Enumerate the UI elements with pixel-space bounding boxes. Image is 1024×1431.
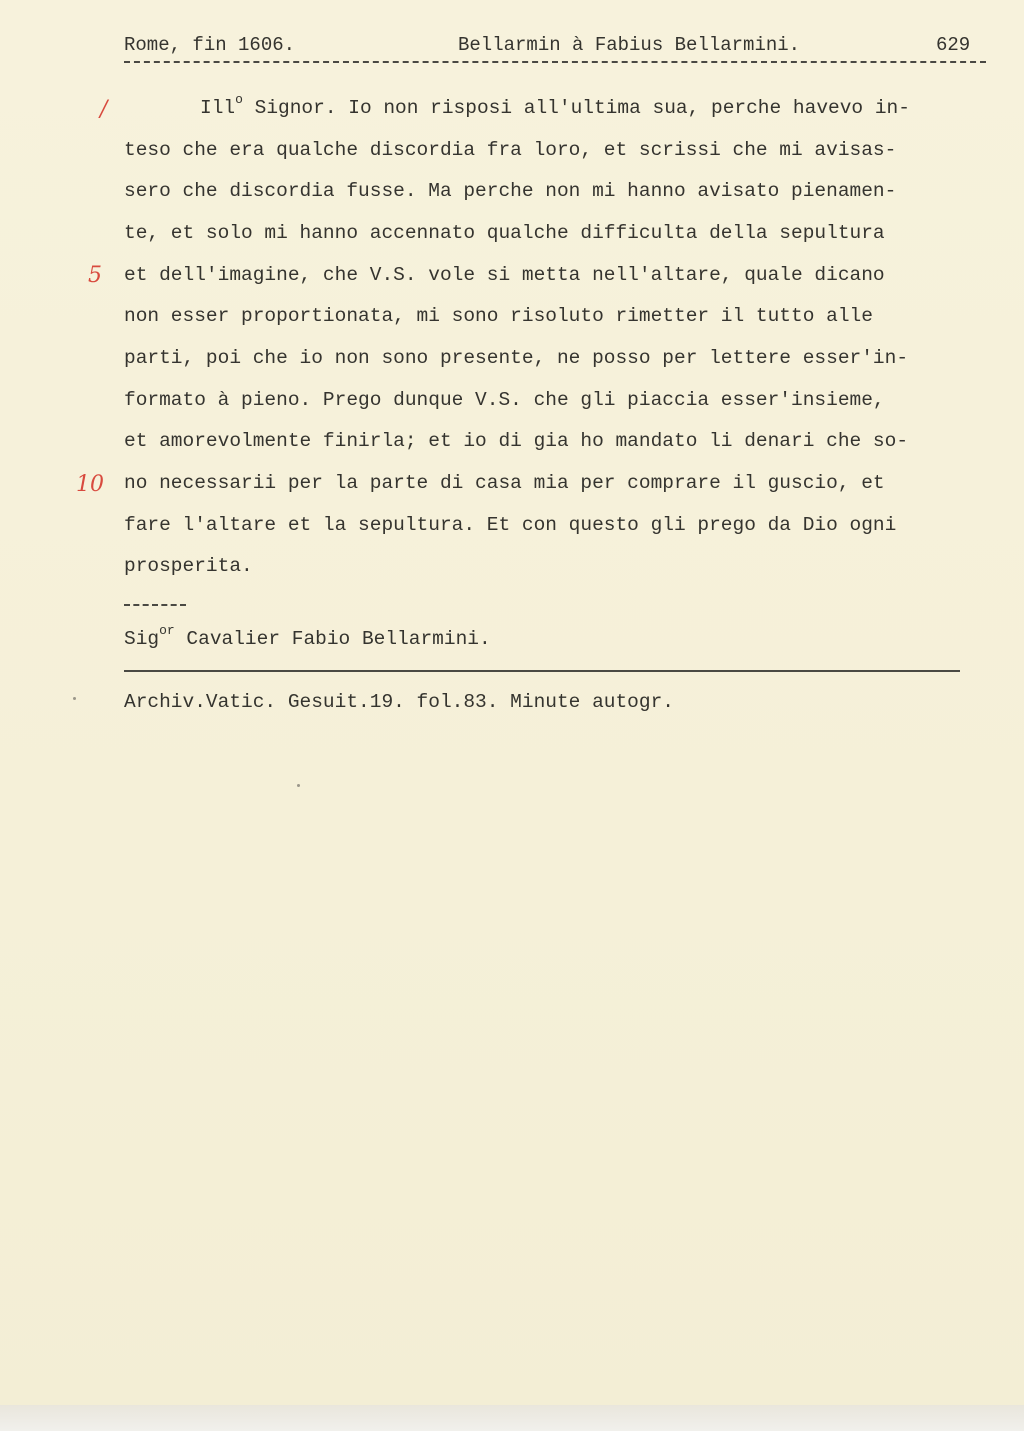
- footnote-divider: [124, 670, 960, 672]
- page-header: [124, 33, 986, 57]
- letter-line: formato à pieno. Prego dunque V.S. che gli piaccia esser'insieme,: [124, 389, 885, 411]
- header-divider: [124, 61, 986, 63]
- address-line: [124, 623, 491, 653]
- letter-line: teso che era qualche discordia fra loro, et scrissi che mi avisas-: [124, 139, 897, 161]
- source-citation: Archiv.Vatic. Gesuit.19. fol.83. Minute autogr.: [124, 691, 674, 713]
- address-superscript: or: [159, 623, 175, 638]
- letter-line: parti, poi che io non sono presente, ne posso per lettere esser'in-: [124, 347, 909, 369]
- margin-mark-1: /: [100, 97, 108, 122]
- letter-line-1: [200, 92, 910, 122]
- letter-line: sero che discordia fusse. Ma perche non mi hanno avisato pienamen-: [124, 180, 897, 202]
- signature-separator: [124, 604, 186, 606]
- scan-edge: [0, 1405, 1024, 1431]
- paper-speck: [297, 784, 300, 787]
- header-place-date: Rome, fin 1606.: [124, 34, 296, 56]
- margin-mark-5: 5: [88, 263, 102, 288]
- address-name: Cavalier Fabio Bellarmini.: [174, 628, 491, 650]
- letter-line-1-text: Signor. Io non risposi all'ultima sua, perche havevo in-: [242, 97, 910, 119]
- letter-line: no necessarii per la parte di casa mia per comprare il guscio, et: [124, 472, 885, 494]
- page-number: 629: [936, 34, 971, 56]
- letter-line: te, et solo mi hanno accennato qualche difficulta della sepultura: [124, 222, 885, 244]
- letter-line: non esser proportionata, mi sono risoluto rimetter il tutto alle: [124, 305, 873, 327]
- letter-line: prosperita.: [124, 555, 253, 577]
- header-title: Bellarmin à Fabius Bellarmini.: [458, 34, 801, 56]
- margin-mark-10: 10: [76, 472, 104, 497]
- letter-line: fare l'altare et la sepultura. Et con questo gli prego da Dio ogni: [124, 514, 897, 536]
- salutation-text: Ill: [200, 97, 236, 119]
- letter-line: et amorevolmente finirla; et io di gia ho mandato li denari che so-: [124, 430, 909, 452]
- paper-speck: [73, 697, 76, 700]
- letter-line: et dell'imagine, che V.S. vole si metta nell'altare, quale dicano: [124, 264, 885, 286]
- salutation-superscript: o: [235, 92, 243, 107]
- address-text: Sig: [124, 628, 160, 650]
